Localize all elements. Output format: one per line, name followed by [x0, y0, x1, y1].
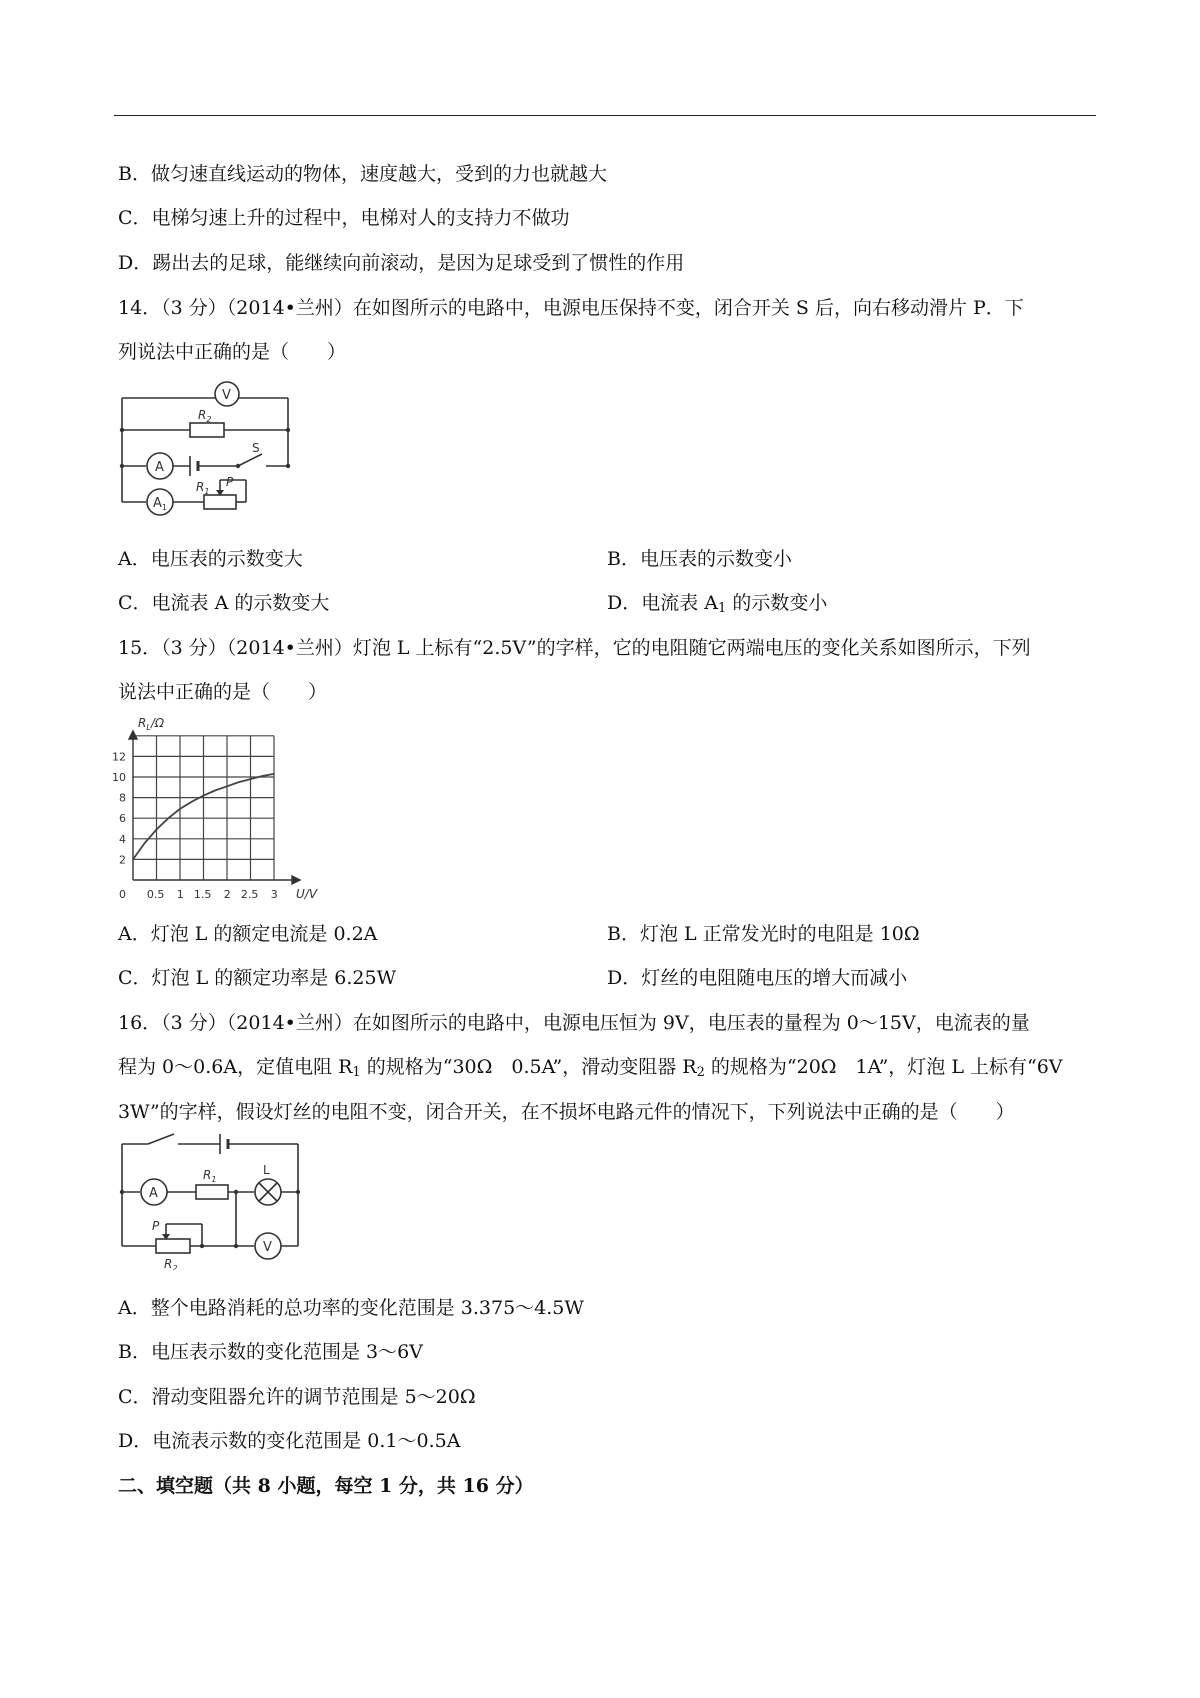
q14-stem-line2: 列说法中正确的是（ ）	[118, 341, 347, 363]
q14-switch-label: S	[252, 441, 260, 455]
q16-voltmeter-label: V	[263, 1240, 272, 1255]
q16-circuit-diagram	[112, 1130, 308, 1270]
y-tick-label: 2	[119, 853, 126, 867]
y-tick-label: 10	[112, 771, 126, 784]
q16-ammeter-label: A	[149, 1186, 158, 1201]
q14-r1-label: $R_1$	[196, 480, 210, 496]
q14-ammeter1-label: $A_1$	[153, 496, 167, 512]
y-tick-label: 12	[112, 750, 126, 764]
q13-option-d: D．踢出去的足球，能继续向前滚动，是因为足球受到了惯性的作用	[118, 252, 685, 274]
y-axis-label: $R_L/\Omega$	[138, 716, 165, 732]
q14-option-d: D．电流表 $A_1$ 的示数变小	[607, 592, 828, 616]
x-tick-label: 0.5	[146, 888, 165, 901]
q15-stem-line1: 15．（3 分）（2014•兰州）灯泡 L 上标有“2.5V”的字样，它的电阻随它两端电压的变化关系如图所示，下列	[118, 637, 1031, 659]
q15-option-a: A．灯泡 L 的额定电流是 0.2A	[118, 923, 378, 945]
q16-r2-label: $R_2$	[164, 1257, 178, 1270]
y-tick-label: 6	[119, 812, 126, 826]
q16-stem-line3: 3W”的字样，假设灯丝的电阻不变，闭合开关，在不损坏电路元件的情况下，下列说法中正确的是（ ）	[118, 1101, 1015, 1123]
q16-stem-line1: 16．（3 分）（2014•兰州）在如图所示的电路中，电源电压恒为 9V，电压表的量程为 0～15V，电流表的量	[118, 1012, 1030, 1034]
q14-r2-label: $R_2$	[198, 408, 212, 424]
q13-option-b: B．做匀速直线运动的物体，速度越大，受到的力也就越大	[118, 163, 607, 185]
q14-circuit-diagram	[116, 378, 296, 518]
q16-slider-label: P	[152, 1219, 160, 1233]
q14-option-a: A．电压表的示数变大	[118, 548, 303, 570]
y-tick-label: 4	[119, 832, 126, 846]
header-rule	[114, 115, 1096, 116]
q16-lamp-label: L	[263, 1163, 270, 1177]
x-tick-label: 1.5	[193, 888, 212, 901]
q14-option-c: C．电流表 A 的示数变大	[118, 592, 330, 614]
q14-stem-line1: 14．（3 分）（2014•兰州）在如图所示的电路中，电源电压保持不变，闭合开关 S 后，向右移动滑片 P．下	[118, 297, 1024, 319]
q14-slider-label: P	[226, 475, 234, 489]
x-tick-label: 3	[270, 888, 278, 901]
q15-option-d: D．灯丝的电阻随电压的增大而减小	[607, 967, 908, 989]
q16-option-b: B．电压表示数的变化范围是 3～6V	[118, 1341, 423, 1363]
q15-resistance-voltage-chart	[108, 713, 348, 908]
q13-option-c: C．电梯匀速上升的过程中，电梯对人的支持力不做功	[118, 207, 570, 229]
q15-option-b: B．灯泡 L 正常发光时的电阻是 10Ω	[607, 923, 920, 945]
section-2-heading: 二、填空题（共 8 小题，每空 1 分，共 16 分）	[118, 1475, 534, 1497]
q16-stem-line2: 程为 0～0.6A，定值电阻 $R_1$ 的规格为“30Ω 0.5A”，滑动变阻器 $R_2$ 的规格为“20Ω 1A”，灯泡 L 上标有“6V	[118, 1056, 1063, 1080]
q16-option-a: A．整个电路消耗的总功率的变化范围是 3.375～4.5W	[118, 1297, 584, 1319]
q14-ammeter-label: A	[155, 460, 164, 475]
y-tick-label: 8	[119, 791, 126, 805]
q14-voltmeter-label: V	[222, 388, 231, 403]
q16-r1-label: $R_1$	[203, 1168, 217, 1184]
x-tick-label: 2	[223, 888, 231, 901]
x-tick-label: 0	[119, 888, 126, 901]
q16-option-d: D．电流表示数的变化范围是 0.1～0.5A	[118, 1430, 461, 1452]
q15-stem-line2: 说法中正确的是（ ）	[118, 681, 328, 703]
q14-option-b: B．电压表的示数变小	[607, 548, 792, 570]
x-tick-label: 2.5	[240, 888, 259, 901]
x-axis-label: U/V	[296, 887, 318, 901]
q15-option-c: C．灯泡 L 的额定功率是 6.25W	[118, 967, 397, 989]
q16-option-c: C．滑动变阻器允许的调节范围是 5～20Ω	[118, 1386, 476, 1408]
x-tick-label: 1	[176, 888, 184, 901]
